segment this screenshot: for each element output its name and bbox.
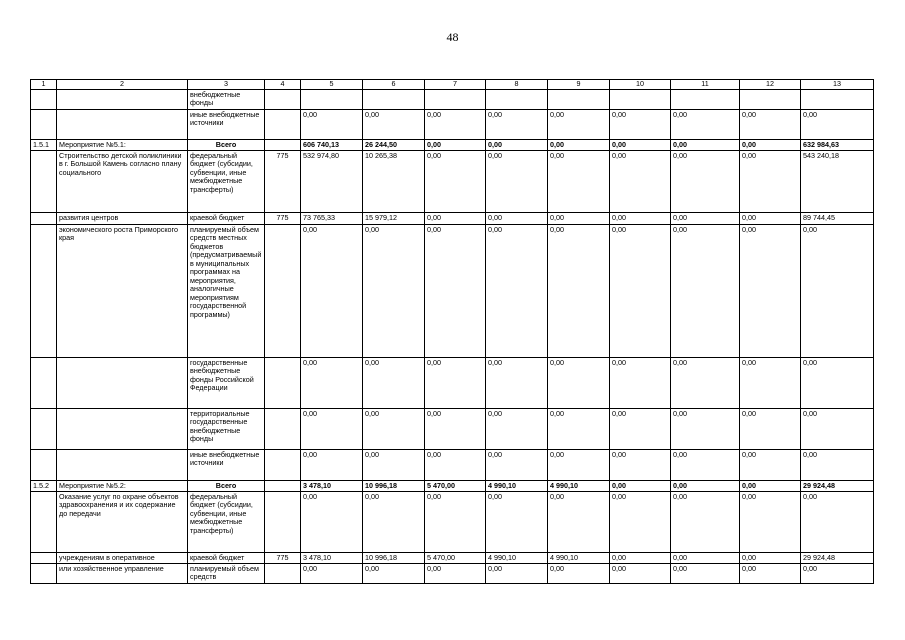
row-number-cell: [31, 564, 57, 584]
value-col6-cell: 15 979,12: [363, 213, 425, 225]
column-header: 12: [740, 80, 801, 90]
table-row: [31, 553, 874, 564]
row-number-cell: [31, 213, 57, 225]
code-cell: [265, 481, 301, 492]
value-col6-cell: 0,00: [363, 450, 425, 481]
value-col11-cell: 0,00: [671, 553, 740, 564]
table-row: [31, 151, 874, 213]
table-row: [31, 564, 874, 584]
value-col6-cell: 0,00: [363, 564, 425, 584]
measure-name-cell: Оказание услуг по охране объектов здравоохранения и их содержание до передачи: [57, 492, 188, 553]
code-cell: [265, 90, 301, 110]
value-col7-cell: 0,00: [425, 564, 486, 584]
value-col6-cell: [363, 90, 425, 110]
value-col10-cell: [610, 90, 671, 110]
value-col5-cell: 0,00: [301, 225, 363, 358]
value-col12-cell: 0,00: [740, 409, 801, 450]
row-number-cell: [31, 553, 57, 564]
value-col11-cell: 0,00: [671, 492, 740, 553]
value-col9-cell: 0,00: [548, 358, 610, 409]
value-col7-cell: 0,00: [425, 213, 486, 225]
code-cell: [265, 564, 301, 584]
code-cell: [265, 450, 301, 481]
value-col9-cell: 0,00: [548, 409, 610, 450]
row-number-cell: [31, 492, 57, 553]
value-col6-cell: 0,00: [363, 358, 425, 409]
value-col6-cell: 0,00: [363, 110, 425, 140]
value-col12-cell: 0,00: [740, 481, 801, 492]
value-col5-cell: 0,00: [301, 409, 363, 450]
measure-name-cell: Строительство детской поликлиники в г. Большой Камень согласно плану социального: [57, 151, 188, 213]
row-number-cell: 1.5.2: [31, 481, 57, 492]
value-col9-cell: 0,00: [548, 110, 610, 140]
funding-source-cell: федеральный бюджет (субсидии, субвенции, иные межбюджетные трансферты): [188, 492, 265, 553]
value-col6-cell: 10 996,18: [363, 481, 425, 492]
value-col9-cell: 0,00: [548, 450, 610, 481]
value-col10-cell: 0,00: [610, 140, 671, 151]
value-col5-cell: 0,00: [301, 564, 363, 584]
funding-source-cell: государственные внебюджетные фонды Российской Федерации: [188, 358, 265, 409]
value-col9-cell: 4 990,10: [548, 553, 610, 564]
column-header: 2: [57, 80, 188, 90]
value-col10-cell: 0,00: [610, 213, 671, 225]
value-col6-cell: 0,00: [363, 409, 425, 450]
value-col8-cell: 0,00: [486, 358, 548, 409]
measure-name-cell: экономического роста Приморского края: [57, 225, 188, 358]
header-row: [31, 80, 874, 90]
code-cell: [265, 140, 301, 151]
value-col6-cell: 26 244,50: [363, 140, 425, 151]
measure-name-cell: Мероприятие №5.1:: [57, 140, 188, 151]
total-col13-cell: 0,00: [801, 358, 874, 409]
value-col9-cell: 0,00: [548, 564, 610, 584]
measure-name-cell: Мероприятие №5.2:: [57, 481, 188, 492]
value-col12-cell: 0,00: [740, 450, 801, 481]
code-cell: 775: [265, 553, 301, 564]
row-number-cell: [31, 225, 57, 358]
value-col9-cell: 0,00: [548, 225, 610, 358]
value-col5-cell: 0,00: [301, 358, 363, 409]
column-header: 6: [363, 80, 425, 90]
value-col10-cell: 0,00: [610, 481, 671, 492]
value-col8-cell: 0,00: [486, 225, 548, 358]
total-col13-cell: 89 744,45: [801, 213, 874, 225]
value-col7-cell: 5 470,00: [425, 553, 486, 564]
value-col8-cell: 0,00: [486, 151, 548, 213]
value-col10-cell: 0,00: [610, 151, 671, 213]
value-col12-cell: 0,00: [740, 110, 801, 140]
funding-source-cell: краевой бюджет: [188, 213, 265, 225]
column-header: 3: [188, 80, 265, 90]
row-number-cell: [31, 110, 57, 140]
funding-source-cell: планируемый объем средств: [188, 564, 265, 584]
value-col6-cell: 0,00: [363, 492, 425, 553]
value-col5-cell: 0,00: [301, 110, 363, 140]
measure-name-cell: [57, 450, 188, 481]
value-col5-cell: 606 740,13: [301, 140, 363, 151]
funding-source-cell: территориальные государственные внебюджетные фонды: [188, 409, 265, 450]
value-col8-cell: 0,00: [486, 409, 548, 450]
code-cell: [265, 110, 301, 140]
value-col6-cell: 10 996,18: [363, 553, 425, 564]
value-col11-cell: 0,00: [671, 213, 740, 225]
table-row: [31, 140, 874, 151]
value-col5-cell: 3 478,10: [301, 481, 363, 492]
measure-name-cell: или хозяйственное управление: [57, 564, 188, 584]
column-header: 4: [265, 80, 301, 90]
column-header: 11: [671, 80, 740, 90]
value-col8-cell: 4 990,10: [486, 481, 548, 492]
value-col12-cell: 0,00: [740, 225, 801, 358]
measure-name-cell: [57, 110, 188, 140]
total-col13-cell: 29 924,48: [801, 481, 874, 492]
value-col10-cell: 0,00: [610, 553, 671, 564]
value-col5-cell: 3 478,10: [301, 553, 363, 564]
code-cell: [265, 358, 301, 409]
total-col13-cell: 0,00: [801, 450, 874, 481]
value-col7-cell: 0,00: [425, 409, 486, 450]
code-cell: [265, 225, 301, 358]
column-header: 13: [801, 80, 874, 90]
measure-name-cell: [57, 358, 188, 409]
value-col10-cell: 0,00: [610, 110, 671, 140]
value-col10-cell: 0,00: [610, 225, 671, 358]
column-header: 7: [425, 80, 486, 90]
value-col10-cell: 0,00: [610, 564, 671, 584]
value-col11-cell: 0,00: [671, 110, 740, 140]
measure-name-cell: [57, 409, 188, 450]
table-row: [31, 409, 874, 450]
value-col12-cell: 0,00: [740, 564, 801, 584]
total-col13-cell: 0,00: [801, 564, 874, 584]
value-col12-cell: 0,00: [740, 213, 801, 225]
value-col7-cell: 0,00: [425, 358, 486, 409]
value-col7-cell: 0,00: [425, 450, 486, 481]
value-col12-cell: 0,00: [740, 492, 801, 553]
value-col7-cell: 0,00: [425, 492, 486, 553]
column-header: 10: [610, 80, 671, 90]
total-col13-cell: 632 984,63: [801, 140, 874, 151]
budget-table: [30, 79, 874, 584]
column-header: 8: [486, 80, 548, 90]
value-col8-cell: 0,00: [486, 213, 548, 225]
value-col9-cell: 0,00: [548, 140, 610, 151]
value-col12-cell: 0,00: [740, 358, 801, 409]
value-col10-cell: 0,00: [610, 450, 671, 481]
table-body: [31, 80, 874, 584]
funding-source-cell: иные внебюджетные источники: [188, 110, 265, 140]
funding-source-cell: федеральный бюджет (субсидии, субвенции, иные межбюджетные трансферты): [188, 151, 265, 213]
row-number-cell: 1.5.1: [31, 140, 57, 151]
value-col10-cell: 0,00: [610, 409, 671, 450]
table-row: [31, 213, 874, 225]
total-col13-cell: 543 240,18: [801, 151, 874, 213]
total-col13-cell: 29 924,48: [801, 553, 874, 564]
table-row: [31, 90, 874, 110]
funding-source-cell: иные внебюджетные источники: [188, 450, 265, 481]
total-col13-cell: 0,00: [801, 492, 874, 553]
funding-source-cell: Всего: [188, 140, 265, 151]
row-number-cell: [31, 151, 57, 213]
total-col13-cell: 0,00: [801, 409, 874, 450]
value-col10-cell: 0,00: [610, 358, 671, 409]
value-col12-cell: 0,00: [740, 151, 801, 213]
value-col6-cell: 0,00: [363, 225, 425, 358]
value-col7-cell: 0,00: [425, 140, 486, 151]
row-number-cell: [31, 409, 57, 450]
value-col8-cell: 0,00: [486, 110, 548, 140]
total-col13-cell: [801, 90, 874, 110]
value-col10-cell: 0,00: [610, 492, 671, 553]
measure-name-cell: развития центров: [57, 213, 188, 225]
table-row: [31, 110, 874, 140]
value-col11-cell: 0,00: [671, 564, 740, 584]
value-col9-cell: 0,00: [548, 213, 610, 225]
value-col5-cell: 0,00: [301, 450, 363, 481]
value-col7-cell: 0,00: [425, 151, 486, 213]
table-row: [31, 492, 874, 553]
column-header: 5: [301, 80, 363, 90]
value-col11-cell: 0,00: [671, 450, 740, 481]
code-cell: [265, 409, 301, 450]
value-col11-cell: 0,00: [671, 225, 740, 358]
row-number-cell: [31, 450, 57, 481]
value-col12-cell: [740, 90, 801, 110]
total-col13-cell: 0,00: [801, 225, 874, 358]
value-col6-cell: 10 265,38: [363, 151, 425, 213]
row-number-cell: [31, 358, 57, 409]
measure-name-cell: [57, 90, 188, 110]
value-col11-cell: 0,00: [671, 151, 740, 213]
value-col9-cell: [548, 90, 610, 110]
value-col5-cell: 532 974,80: [301, 151, 363, 213]
value-col8-cell: 0,00: [486, 492, 548, 553]
value-col11-cell: 0,00: [671, 358, 740, 409]
value-col8-cell: [486, 90, 548, 110]
column-header: 1: [31, 80, 57, 90]
value-col12-cell: 0,00: [740, 553, 801, 564]
value-col11-cell: 0,00: [671, 409, 740, 450]
value-col5-cell: [301, 90, 363, 110]
value-col8-cell: 4 990,10: [486, 553, 548, 564]
funding-source-cell: краевой бюджет: [188, 553, 265, 564]
value-col8-cell: 0,00: [486, 450, 548, 481]
funding-source-cell: планируемый объем средств местных бюджетов (предусматриваемый в муниципальных программах на мероприятия, аналогичные мероприятиям государственной программы): [188, 225, 265, 358]
measure-name-cell: учреждениям в оперативное: [57, 553, 188, 564]
value-col7-cell: 0,00: [425, 110, 486, 140]
value-col11-cell: 0,00: [671, 481, 740, 492]
table-row: [31, 450, 874, 481]
value-col8-cell: 0,00: [486, 564, 548, 584]
value-col9-cell: 0,00: [548, 151, 610, 213]
value-col9-cell: 0,00: [548, 492, 610, 553]
value-col11-cell: 0,00: [671, 140, 740, 151]
table-row: [31, 358, 874, 409]
code-cell: 775: [265, 213, 301, 225]
page-number: 48: [446, 30, 459, 44]
table-row: [31, 481, 874, 492]
code-cell: 775: [265, 151, 301, 213]
value-col7-cell: [425, 90, 486, 110]
value-col5-cell: 73 765,33: [301, 213, 363, 225]
funding-source-cell: внебюджетные фонды: [188, 90, 265, 110]
value-col11-cell: [671, 90, 740, 110]
value-col5-cell: 0,00: [301, 492, 363, 553]
code-cell: [265, 492, 301, 553]
value-col8-cell: 0,00: [486, 140, 548, 151]
column-header: 9: [548, 80, 610, 90]
table-row: [31, 225, 874, 358]
value-col7-cell: 5 470,00: [425, 481, 486, 492]
total-col13-cell: 0,00: [801, 110, 874, 140]
row-number-cell: [31, 90, 57, 110]
value-col9-cell: 4 990,10: [548, 481, 610, 492]
value-col12-cell: 0,00: [740, 140, 801, 151]
value-col7-cell: 0,00: [425, 225, 486, 358]
funding-source-cell: Всего: [188, 481, 265, 492]
